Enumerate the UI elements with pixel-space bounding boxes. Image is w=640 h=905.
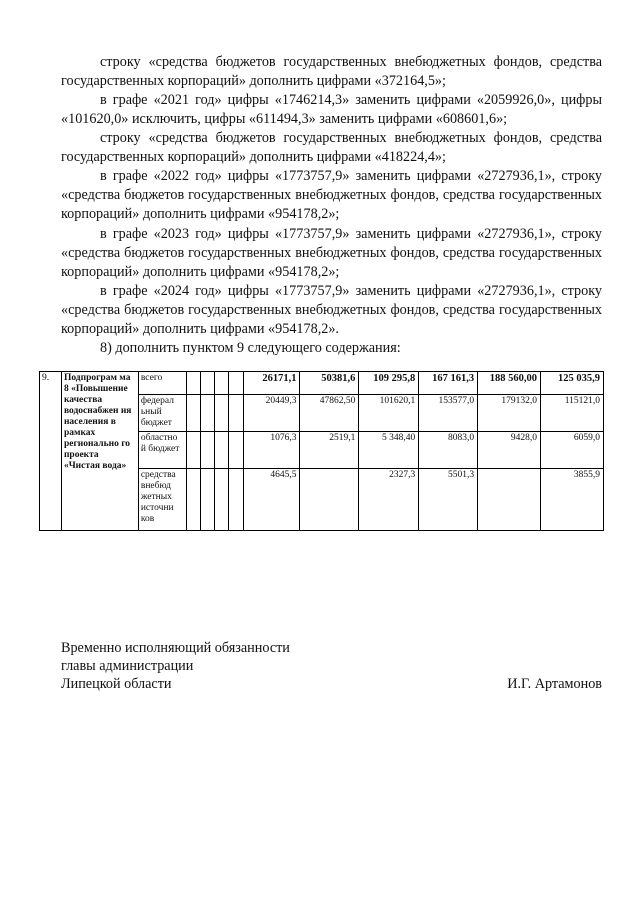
empty-cell bbox=[186, 432, 200, 469]
program-name-cell: Подпрограм ма 8 «Повышение качества водоснабжен ия населения в рамках регионально го проекта «Чистая вода» bbox=[61, 372, 138, 531]
empty-cell bbox=[186, 372, 200, 395]
source-cell: областно й бюджет bbox=[138, 432, 186, 469]
empty-cell bbox=[200, 469, 214, 531]
empty-cell bbox=[214, 395, 228, 432]
signature-title-line2: главы администрации bbox=[61, 658, 194, 674]
empty-cell bbox=[200, 372, 214, 395]
value-cell: 115121,0 bbox=[541, 395, 604, 432]
value-cell: 188 560,00 bbox=[478, 372, 541, 395]
empty-cell bbox=[228, 395, 243, 432]
paragraph-3 bbox=[61, 129, 602, 167]
value-cell bbox=[478, 469, 541, 531]
value-cell: 2519,1 bbox=[300, 432, 359, 469]
paragraph-5-text: в графе «2023 год» цифры «1773757,9» заменить цифрами «2727936,1», строку «средства бюджетов государственных внебюджетных фондов, средства государственных корпораций» дополнить цифрами «954178,2»; bbox=[61, 226, 602, 280]
value-cell: 153577,0 bbox=[419, 395, 478, 432]
empty-cell bbox=[186, 469, 200, 531]
paragraph-7 bbox=[61, 339, 602, 358]
value-cell: 1076,3 bbox=[243, 432, 300, 469]
paragraph-1 bbox=[61, 53, 602, 91]
paragraph-6 bbox=[61, 282, 602, 339]
table-row bbox=[40, 372, 604, 395]
source-cell: всего bbox=[138, 372, 186, 395]
paragraph-7-text: 8) дополнить пунктом 9 следующего содержания: bbox=[100, 340, 401, 356]
value-cell: 8083,0 bbox=[419, 432, 478, 469]
paragraph-1-text: строку «средства бюджетов государственных внебюджетных фондов, средства государственных корпораций» дополнить цифрами «372164,5»; bbox=[61, 54, 602, 89]
value-cell: 101620,1 bbox=[359, 395, 419, 432]
paragraph-2-text: в графе «2021 год» цифры «1746214,3» заменить цифрами «2059926,0», цифры «101620,0» исключить, цифры «611494,3» заменить цифрами «608601,6»; bbox=[61, 92, 602, 127]
signature-block bbox=[61, 639, 602, 693]
paragraph-6-text: в графе «2024 год» цифры «1773757,9» заменить цифрами «2727936,1», строку «средства бюджетов государственных внебюджетных фондов, средства государственных корпораций» дополнить цифрами «954178,2». bbox=[61, 283, 602, 337]
value-cell: 47862,50 bbox=[300, 395, 359, 432]
value-cell: 109 295,8 bbox=[359, 372, 419, 395]
value-cell: 5 348,40 bbox=[359, 432, 419, 469]
empty-cell bbox=[186, 395, 200, 432]
signatory-name: И.Г. Артамонов bbox=[507, 676, 602, 692]
empty-cell bbox=[228, 372, 243, 395]
value-cell: 6059,0 bbox=[541, 432, 604, 469]
empty-cell bbox=[200, 432, 214, 469]
value-cell: 167 161,3 bbox=[419, 372, 478, 395]
paragraph-4 bbox=[61, 167, 602, 224]
row-number-cell: 9. bbox=[40, 372, 62, 531]
value-cell: 4645,5 bbox=[243, 469, 300, 531]
subprogram-table bbox=[39, 371, 604, 531]
paragraph-3-text: строку «средства бюджетов государственных внебюджетных фондов, средства государственных корпораций» дополнить цифрами «418224,4»; bbox=[61, 130, 602, 165]
signature-title-line1: Временно исполняющий обязанности bbox=[61, 640, 290, 656]
value-cell: 9428,0 bbox=[478, 432, 541, 469]
value-cell: 3855,9 bbox=[541, 469, 604, 531]
value-cell: 125 035,9 bbox=[541, 372, 604, 395]
value-cell bbox=[300, 469, 359, 531]
value-cell: 26171,1 bbox=[243, 372, 300, 395]
paragraph-5 bbox=[61, 225, 602, 282]
empty-cell bbox=[214, 469, 228, 531]
value-cell: 179132,0 bbox=[478, 395, 541, 432]
value-cell: 50381,6 bbox=[300, 372, 359, 395]
paragraph-4-text: в графе «2022 год» цифры «1773757,9» заменить цифрами «2727936,1», строку «средства бюджетов государственных внебюджетных фондов, средства государственных корпораций» дополнить цифрами «954178,2»; bbox=[61, 168, 602, 222]
value-cell: 2327,3 bbox=[359, 469, 419, 531]
empty-cell bbox=[228, 432, 243, 469]
empty-cell bbox=[214, 372, 228, 395]
value-cell: 5501,3 bbox=[419, 469, 478, 531]
paragraph-2 bbox=[61, 91, 602, 129]
source-cell: федерал ьный бюджет bbox=[138, 395, 186, 432]
empty-cell bbox=[214, 432, 228, 469]
empty-cell bbox=[228, 469, 243, 531]
value-cell: 20449,3 bbox=[243, 395, 300, 432]
source-cell: средства внебюд жетных источни ков bbox=[138, 469, 186, 531]
signature-title-line3: Липецкой области bbox=[61, 676, 172, 692]
empty-cell bbox=[200, 395, 214, 432]
